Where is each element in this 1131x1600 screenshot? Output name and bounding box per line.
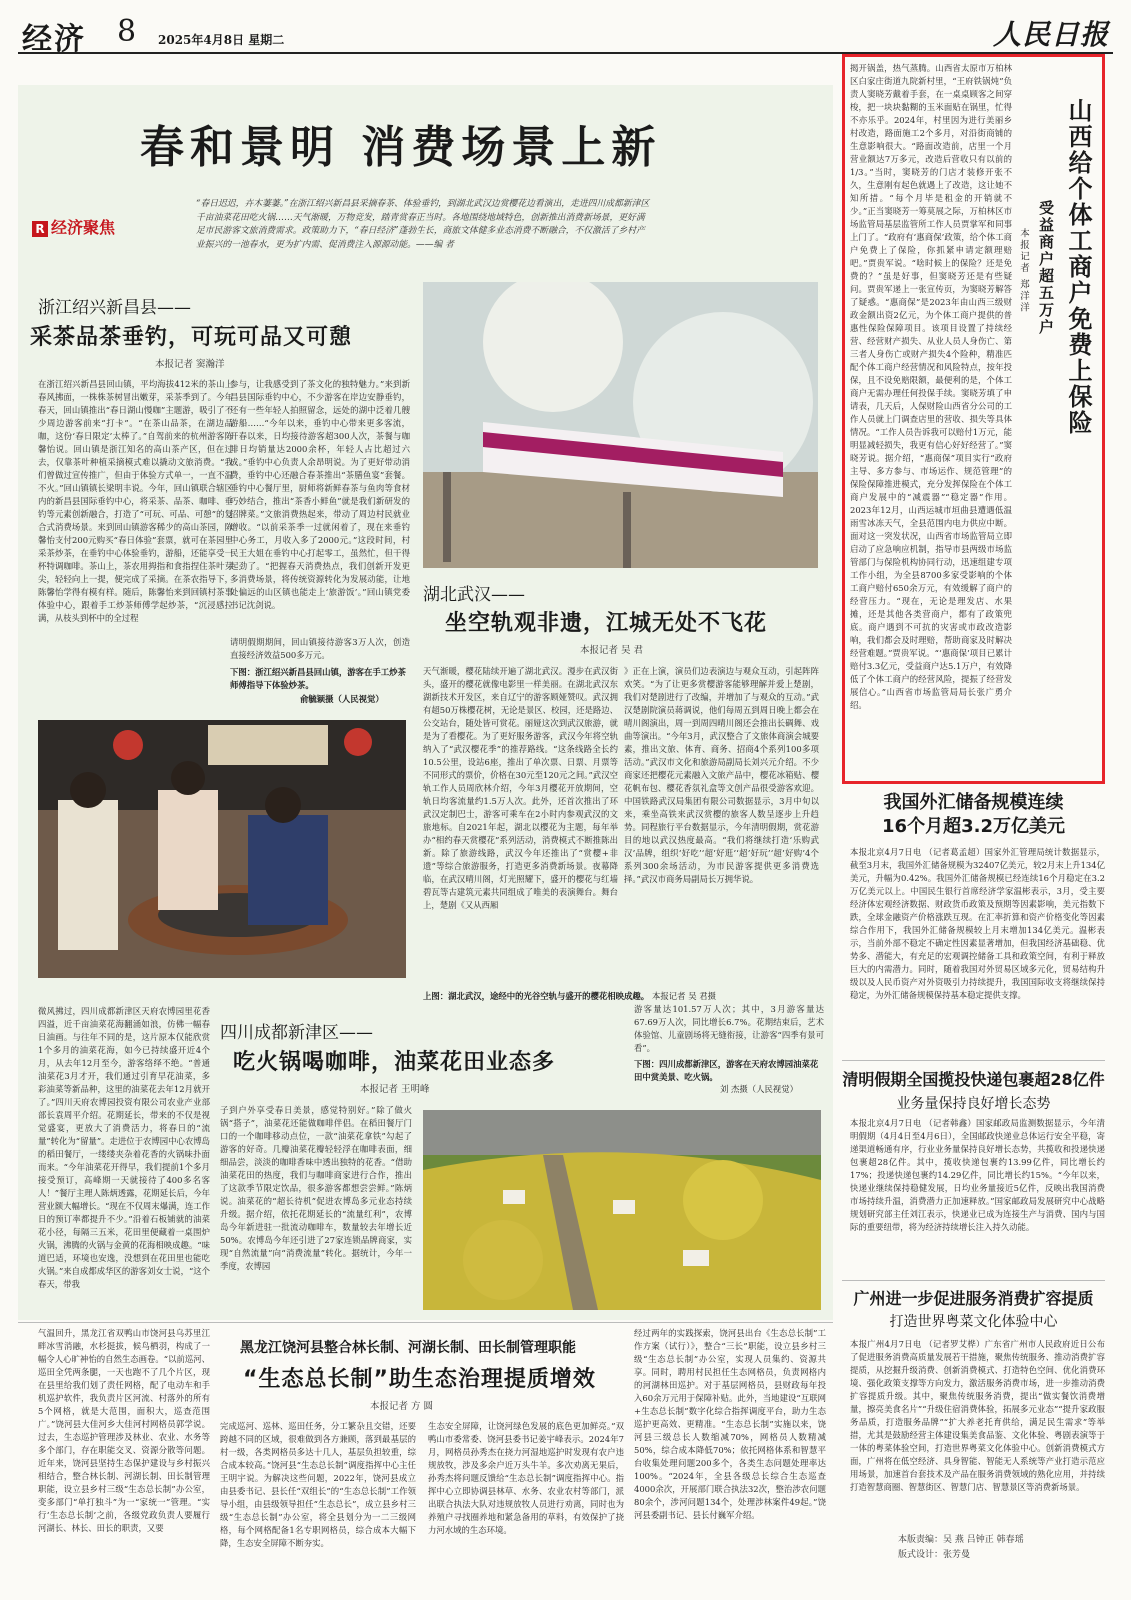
article3-col3: 游客量达101.57万人次；其中，3月游客量达67.69万人次，同比增长6.7%。花期结束后，艺术体验馆、儿童剧场将无缝衔接，让游客“四季有景可看”。 bbox=[634, 1004, 824, 1053]
article2-kicker: 湖北武汉—— bbox=[423, 585, 525, 605]
article1-caption: 下图：浙江绍兴新昌县回山镇，游客在手工炒茶师傅指导下体验炒茶。 bbox=[230, 667, 406, 690]
article1-headline: 采茶品茶垂钓，可玩可品又可憩 bbox=[30, 325, 353, 350]
field-photo bbox=[423, 1110, 821, 1310]
news2-headline: 清明假期全国揽投快递包裹超28亿件 bbox=[842, 1070, 1105, 1089]
article4-col0: 气温回升，黑龙江省双鸭山市饶河县乌苏里江畔冰雪消融，水杉挺拔，候鸟栖羽，构成了一幅令人心旷神怡的自然生态画卷。“以前巡河、巡田全凭两条腿，一天也跑不了几个片区，现在县里给我们划了责任网格，配了电动车和手机巡护软件，我负责片区河流、村落外的所有5个网格，就是大范围，面积大，巡查范围广。”饶河县大佳河乡大佳河村网格员郭学说。过去，生态巡护管理涉及林业、农业、水务等多个部门，存在职能交叉、资源分散等问题。近年来，饶河县坚持生态保护建设与乡村振兴相结合，整合林长制、河湖长制、田长制管理职能，设立县乡村三级“生态总长制”办公室，变多部门“单打独斗”为一“家统一”管理。“实行‘生态总长制’之前，各级党政负责人要履行河湖长、林长、田长的职责，又要 bbox=[38, 1328, 210, 1533]
article3-credit: 刘 杰摄（人民视觉） bbox=[720, 1084, 799, 1094]
article3-kicker: 四川成都新津区—— bbox=[220, 1023, 373, 1043]
news-divider-1 bbox=[842, 1060, 1105, 1061]
article2-col2: 》正在上演，演员们边表演边与观众互动，引起阵阵欢笑。“为了让更多赏樱游客能够理解并爱上楚剧，我们对楚剧进行了改编，并增加了与观众的互动。”武汉楚剧院演员蒋调说，他们每周五到周日晚上都会在晴川阁演出，周一到周四晴川阁还会推出长碉舞、戏曲等演出。“今年3月，武汉整合了文旅体商演会城要素，推出文旅、体育、商务、招商4个系列100多项活动。”武汉市文化和旅游局副局长刘兴元介绍。不少商家还把樱花元素融入文旅产品中，樱花冰箱贴、樱花帆布包、樱花香氛礼盒等文创产品很受游客欢迎。中国铁路武汉局集团有限公司数据显示，3月中旬以来，乘坐高铁来武汉赏樱的旅客人数呈逐步上升趋势。同程旅行平台数据显示，今年清明假期，赏花游目的地以武汉热度最高。“我们将继续打造‘乐购武汉’品牌，组织‘好吃’‘超’好逛’‘超’好玩’‘超’好购’4个系列300余场活动，为市民游客提供更多消费选择。”武汉市商务局副局长万拥华说。 bbox=[624, 666, 819, 884]
tea-photo-illustration bbox=[38, 720, 406, 978]
topic-title: 春和景明 消费场景上新 bbox=[140, 122, 662, 173]
article4-kicker: 黑龙江饶河县整合林长制、河湖长制、田长制管理职能 bbox=[240, 1340, 576, 1356]
section-label-text: 经济聚焦 bbox=[51, 218, 116, 237]
article1-kicker: 浙江绍兴新昌县—— bbox=[38, 298, 191, 318]
article2-byline: 本报记者 吴 君 bbox=[580, 645, 644, 656]
article1-col2: 参与，让我感受到了茶文化的独特魅力。”来到新昌县国际垂钓中心，不少游客在岸边安静垂钓，还有一些年轻人拍照留念，远处的湖中泛着几艘游船……“今年以来，垂钓中心带来更多客流，开春以来，日均接待游客超300人次，茶餐与咖啡日均销量达2000余杯，年轻人占比超过六成。”垂钓中心负责人余昂明说。为了更好带动消费，垂钓中心还融合春茶推出“茶膳鱼宴”套餐。垂钓中心餐厅里，厨师将新鲜春茶与鱼肉等食材巧妙结合，推出“茶香小鲜鱼”就是我们新研发的招牌菜。”文旅消费热起来，带动了周边村民就业增收。“以前采茶季一过就闲着了，现在来垂钓中心务工，月收入多了2000元。”这段时间，村民王大姐在垂钓中心打起零工，虽然忙，但干得起劲了。“把握春天消费热点，我们创新开发更多消费场景，将传统资源转化为发展动能，让地处偏远的山区镇也能走上‘旅游饭’。”回山镇党委书记沈剑说。 bbox=[230, 379, 410, 610]
article1-byline: 本报记者 窦瀚洋 bbox=[155, 359, 225, 370]
news2-subheadline: 业务量保持良好增长态势 bbox=[896, 1096, 1051, 1112]
news2-body: 本报北京4月7日电 （记者韩鑫）国家邮政局监测数据显示，今年清明假期（4月4日至4月6日），全国邮政快递业总体运行安全平稳，寄递渠道畅通有序，行业业务量保持良好增长态势，共揽收和投递快递包裹超28亿件。其中，揽收快递包裹约13.99亿件，同比增长约17%；投递快递包裹约14.29亿件，同比增长约15%。“今年以来，快递业继续保持稳健发展，日均业务量接近5亿件，反映出我国消费市场持续升温，消费潜力正加速释放。”国家邮政局发展研究中心战略规划研究部主任刘江表示，快递业已成为连接生产与消费、国内与国际的重要纽带，将为经济持续增长注入持久动能。 bbox=[850, 1118, 1105, 1232]
side-feature-title: 山西给个体工商户免费上保险 bbox=[1064, 98, 1092, 436]
article1-col1: 在浙江绍兴新昌县回山镇，平均海拔412米的茶山上春风拂面，一株株茶树冒出嫩芽，采茶季到了。今年春天，回山镇推出“春日湖山慢咖”主题游，吸引了不少周边游客前来“打卡”。“在茶山品茶，在湖边品咖，这份‘春日限定’太棒了。”自驾前来的杭州游客陈馨怡说。回山镇是浙江知名的高山茶产区，但在过去，仅靠茶叶种植采摘模式难以撬动文旅消费。“我们曾做过宣传推广，但由于体验方式单一，一直不温不火。”回山镇镇长梁明丰说。今年，回山镇联合辖区内的新昌县国际垂钓中心，将采茶、品茶、咖啡、垂钓等元素创新融合，打造了“可玩、可品、可憩”的复合式消费场景。来到回山镇游客稀少的高山茶园，陈馨怡支付200元购买“春日体验”套票，就可在茶园里采茶炒茶，在垂钓中心体验垂钓，游船，还能享受一杯特调咖啡。茶山上，茶农用拇指和食指捏住茶叶芽尖，轻轻向上一提，便完成了采摘。在茶农指导下，陈馨怡学得有模有样。随后，陈馨怡来到回镇村茶事体验中心，跟着手工炒茶师傅学起炒茶，“沉浸感拉满，从枝头到杯中的全过程 bbox=[38, 379, 233, 623]
news1-body: 本报北京4月7日电 （记者葛孟超）国家外汇管理局统计数据显示，截至3月末，我国外汇储备规模为32407亿美元，较2月末上升134亿美元，升幅为0.42%。我国外汇储备规模已经连续16个月稳定在3.2万亿美元以上。中国民生银行首席经济学家温彬表示，3月，受主要经济体宏观经济数据、财政货币政策及预期等因素影响，美元指数下跌，全球金融资产价格涨跌互现。在汇率折算和资产价格变化等因素综合作用下，我国外汇储备规模较上月末增加134亿美元。温彬表示，当前外部不稳定不确定性因素显著增加，但我国经济基础稳、优势多、潜能大，有充足的宏观调控储备工具和政策空间，有利于释放巨大的内需潜力。同时，随着我国对外贸易区域多元化，贸易结构升级以及人民币资产对外资吸引力持续提升，我国国际收支将继续保持稳定，为外汇储备规模保持基本稳定提供支撑。 bbox=[850, 847, 1105, 1000]
train-caption bbox=[423, 990, 818, 1003]
article3-byline: 本报记者 王明峰 bbox=[360, 1084, 430, 1095]
design-credit: 版式设计：张芳曼 bbox=[898, 1550, 971, 1560]
editor-credit: 本版责编：吴 燕 吕钟正 韩春瑶 bbox=[898, 1535, 1024, 1545]
article1-col2b: 请明假期期间，回山镇接待游客3万人次，创造直接经济效益500多万元。 bbox=[230, 637, 410, 660]
side-feature-body: 揭开锅盖，热气蒸腾。山西省太原市万柏林区白家庄街道九院新村里，“王府铁锅炖”负责人窦晓芳戴着手套，在一桌桌顾客之间穿梭，把一块块黏糊的玉米面贴在锅里，忙得不亦乐乎。2024年，村里因为进行美丽乡村改造，路面施工2个多月，对沿街商铺的生意影响很大。“路面改造前，店里一个月营业额达7万多元，改造后营收只有以前的1/3。”当时，窦晓芳的门店才装修开张不久，生意刚有起色就遇上了改造，这让她不知所措。“每个月毕是租金的开销就不少。”正当窦晓芳一筹莫展之际，万柏林区市场监管局基层监管所工作人员贾掌军和同事上门了。“政府有‘惠商保’政策，给个体工商户免费上了保险，你抓紧申请定额理赔吧。”贾贵军说。“啥时候上的保险？还是免费的？”虽是好事，但窦晓芳还是有些疑问。贾贵军递上一张宣传页，为窦晓芳解答了疑惑。“惠商保”是2023年由山西三级财政金额出资2亿元，为个体工商户提供的普惠性保险保障项目。该项目设置了持续经营、经营财产损失、从业人员人身伤亡、第三者人身伤亡或财产损失4个险种，精准匹配个体工商户经营情况和风险特点，按年投保，且不设免赔限额，最便利的是，个体工商户无需办理任何投保手续。窦晓芳填了申请表，几天后，人保财险山西省分公司的工作人员就上门调查店里的营收、损失等具体情况。“工作人员告诉我可以赔付1万元，能明显减轻损失，我更有信心好好经营了。”窦晓芳说。据介绍，“惠商保”项目实行“政府主导、多方参与、市场运作、规范管理”的保险保障推进模式，充分发挥保险在个体工商户发展中的“减震器”“稳定器”作用。2023年12月，山西运城市垣曲县遭遇低温雨雪冰冻天气，全县范围内电力供应中断。面对这一突发状况，山西省市场监管局立即启动了应急响应机制，指导市县两级市场监管部门与保险机构协同行动，迅速组建专项工作小组，为全县8700多家受影响的个体工商户赔付650余万元，有效缓解了商户的经营压力。“现在，无论是理发店、水果摊，还是其他各类营商户，都有了政策兜底。商户遇到不可抗的灾害或市政改造影响，我们都会及时理赔，帮助商家及时解决经营难题。”贾贵军说。“‘惠商保’项目已累计赔付3.3亿元，受益商户达5.1万户，有效降低了个体工商户的经营风险，提振了经营发展信心。”山西省市场监管局局长张广勇介绍。 bbox=[850, 63, 1012, 710]
section-label bbox=[32, 215, 115, 238]
issue-date: 2025年4月8日 星期二 bbox=[158, 33, 285, 47]
tea-photo bbox=[38, 720, 406, 978]
train-credit: 本报记者 吴 君摄 bbox=[652, 991, 716, 1001]
article3-col2: 子到户外享受春日美景，感觉特别好。”除了做火锅“搭子”，油菜花还能做咖啡伴侣。在稻田餐厅门口的一个咖啡移动点位，一款“油菜花拿铁”勾起了游客的好奇。几瓣油菜花瓣轻轻浮在咖啡表面，细细品尝，淡淡的咖啡香味中透出独特的花香。“借助油菜花田的热度，我们与咖啡商家进行合作，推出了这款季节限定饮品，很多游客都想尝尝鲜。”陈炳说。油菜花的“超长待机”促进农博岛多元业态持续升级。据介绍，依托花期延长的“流量红利”，农博岛今年新进驻一批流动咖啡车，数量较去年增长近50%。农博岛今年还引进了27家连锁品牌商家，实现“自然流量”向“消费流量”转化。据统计，今年一季度，农博园 bbox=[220, 1105, 412, 1271]
article3-caption: 下图：四川成都新津区，游客在天府农博园油菜花田中赏美景、吃火锅。 bbox=[634, 1059, 819, 1082]
newspaper-logo: 人民日报 bbox=[992, 18, 1109, 51]
article4-col2: 生态安全屏障，让饶河绿色发展的底色更加鲜亮。”双鸭山市委常委、饶河县委书记姜宇峰表示。2024年7月，网格员孙秀杰在挠力河湿地巡护时发现有农户违规放牧，涉及多余户近万头牛羊。多次劝离无果后，孙秀杰将问题反馈给“生态总长制”调度指挥中心。指挥中心立即协调县林草、水务、农业农村等部门，派出联合执法大队对违规放牧人员进行劝离，同时也为养殖户寻找圈养地和紧急备用的草料，有效保护了挠力河水域的生态环境。 bbox=[428, 1421, 624, 1535]
article4-headline: “生态总长制”助生态治理提质增效 bbox=[243, 1367, 596, 1392]
section-divider bbox=[18, 1322, 833, 1323]
article3-col0: 微风拂过，四川成都新津区天府农博园里花香四溢，近千亩油菜花海翻涌如浪，仿佛一幅春日油画。与往年不同的是，这片原本仅能欣赏1个多月的油菜花海，如今已持续盛开近4个月，从去年12月至今，游客络绎不绝。“普通油菜花3月才开，我们通过引育早花油菜，多彩油菜等新品种，这里的油菜花去年12月就开了。”四川天府农博园投资有限公司农业产业部部长袁周平介绍。花期延长，带来的不仅是视觉盛宴，更放大了消费活力，将春日的“流量”转化为“留量”。走进位于农博园中心农博岛的稻田餐厅，一缕缕夹杂着花香的火锅味扑面而来。“今年油菜花开得早，我们提前1个多月接受预订，高峰期一天就接待了400多名客人！”餐厅主理人陈炳透露，花期延长后，今年营业额大幅增长。“现在不仅周末爆满，连工作日的预订率都提升不少。”沿着石板铺就的油菜花小径，每隔三五米，花田里便藏着一桌围炉火锅，沸腾的火锅与金黄的花海相映成趣。“味道巴适，环境也安逸，没想到在花田里也能吃火锅。”来自成都成华区的游客刘女士说，“这个春天，带我 bbox=[38, 1006, 210, 1289]
news1-headline: 我国外汇储备规模连续 bbox=[883, 792, 1064, 813]
side-feature-subtitle: 受益商户超五万户 bbox=[1037, 200, 1055, 336]
article3-headline: 吃火锅喝咖啡，油菜花田业态多 bbox=[233, 1050, 556, 1075]
train-photo bbox=[423, 282, 818, 568]
field-photo-illustration bbox=[423, 1110, 821, 1310]
article4-byline: 本报记者 方 圆 bbox=[370, 1401, 434, 1412]
section-name: 经济 bbox=[22, 22, 86, 57]
news3-headline: 广州进一步促进服务消费扩容提质 bbox=[853, 1289, 1094, 1308]
article2-headline: 坐空轨观非遗，江城无处不飞花 bbox=[445, 611, 768, 636]
article1-credit: 俞毓颖摄（人民视觉） bbox=[300, 694, 384, 704]
train-caption-text: 上图：湖北武汉，途经中的光谷空轨与盛开的樱花相映成趣。 bbox=[423, 991, 650, 1001]
article2-col1: 天气渐暖，樱花陆续开遍了湖北武汉。漫步在武汉街头，盛开的樱花就像电影里一样美丽。在湖北武汉东湖新技术开发区，来自辽宁的游客顾娅赞叹。武汉拥有超50万株樱花树，无论是景区、校园，还是路边、公交站台，随处皆可赏花。丽娅这次到武汉旅游，就是为了看樱花。为了更好服务游客，武汉今年将空轨纳入了“武汉樱花季”的推荐路线。“这条线路全长约10.5公里，设站6座，推出了单次票、日票、月票等不同形式的票价，价格在30元至120元之间。”武汉空轨工作人员周欣林介绍，今年3月樱花开放期间，空轨日均客流量约1.5万人次。此外，还首次推出了环武汉定制巴士，游客可乘车在2小时内参观武汉的文旅地标。自2021年起，湖北以樱花为主题，每年举办“相约春天赏樱花”系列活动，消费模式不断推陈出新。除了旅游线路，武汉今年还推出了“赏樱+非遗”等综合旅游服务，打造更多消费新场景。夜幕降临，在武汉晴川阁，灯光照耀下，盛开的樱花与红墙碧瓦等古建筑元素共同组成了唯美的表演舞台。舞台上，楚剧《又从西厢 bbox=[423, 666, 618, 910]
topic-intro: “春日迟迟，卉木萋萋。”在浙江绍兴新昌县采摘春茶、体验垂钓，到湖北武汉边赏樱花边看演出，走进四川成都新津区千亩油菜花田吃火锅……天气渐暖，万物竞发，踏青赏春正当时。各地围绕地域特色，创新推出消费新场景，更好满足市民游客文旅消费需求。政策助力下，“春日经济”蓬勃生长，商旅文体健多业态消费不断融合，不仅激活了乡村产业振兴的一池春水，更为扩内需、促消费注入源源动能。——编 者 bbox=[196, 199, 650, 250]
article4-col1: 完成巡河、巡林、巡田任务，分工繁杂且交错，还要跨越不同的区域，很难做到各方兼顾，落到最基层的村一级，各类网格员多达十几人，基层负担较重，综合成本较高。”饶河县“生态总长制”调度指挥中心主任王明宇说。为解决这些问题，2022年，饶河县成立由县委书记、县长任“双组长”的“生态总长制”工作领导小组，由县级领导担任“生态总长”，成立县乡村三级“生态总长制”办公室，将全县划分为一二三级网格，每个网格配备1名专职网格员，综合成本大幅下降，生态安全屏障不断夯实。 bbox=[220, 1421, 416, 1548]
news3-subheadline: 打造世界粤菜文化体验中心 bbox=[889, 1314, 1058, 1330]
label-icon: R bbox=[32, 221, 48, 237]
news1-headline2: 16个月超3.2万亿美元 bbox=[882, 816, 1065, 837]
news-divider-2 bbox=[842, 1280, 1105, 1281]
page-number: 8 bbox=[117, 14, 137, 49]
article4-col3: 经过两年的实践探索，饶河县出台《生态总长制”工作方案（试行）》，整合“三长”职能，设立县乡村三级“生态总长制”办公室，实现人员集约、资源共享。同时，聘用村民担任生态网格员，负责网格内的河湖林田巡护。对于基层网格员，县财政每年投入60余万元用于保障补贴。此外，当地建设“互联网+生态总长制”数字化综合指挥调度平台，助力生态巡护更高效、更精准。“生态总长制”实施以来，饶河县三级总长人数缩减70%，网格员人数精减50%，综合成本降低70%；依托网格体系和智慧平台收集处理问题200多个，各类生态问题处理率达100%。“2024年，全县各级总长综合生态巡查4000余次，开展部门联合执法32次，整治涉农问题80余个，涉河问题134个，处理涉林案件49起。”饶河县委副书记、县长付巍军介绍。 bbox=[634, 1328, 826, 1520]
news3-body: 本报广州4月7日电 （记者罗艾桦）广东省广州市人民政府近日公布了促进服务消费高质量发展若干措施，聚焦传统服务、推动消费扩容提质，从挖掘升级消费、创新消费模式、打造特色空间、优化消费环境、强化政策支撑等方向发力，激活服务消费市场，进一步推动消费扩容提质升级。其中，聚焦传统服务消费，提出“做实餐饮消费增量，擦亮美食名片”“升级住宿消费体验，拓展多元业态”“提升家政服务品质，打造服务品牌”“扩大养老托育供给，满足民生需求”等举措，尤其是鼓励经营主体建设集美食品鉴、文化体验、粤剧表演等于一体的粤菜体验空间，打造世界粤菜文化体验中心。创新消费模式方面，广州将在低空经济、具身智能、智能无人系统等产业打造示范应用场景，加速首台套技术及产品在服务消费领域的熟化应用，并持续打造智慧商圈、智慧街区、智慧门店、智慧景区等消费新场景。 bbox=[850, 1339, 1105, 1492]
side-feature-byline: 本报记者 郑洋洋 bbox=[1018, 228, 1029, 314]
train-photo-illustration bbox=[423, 282, 818, 568]
